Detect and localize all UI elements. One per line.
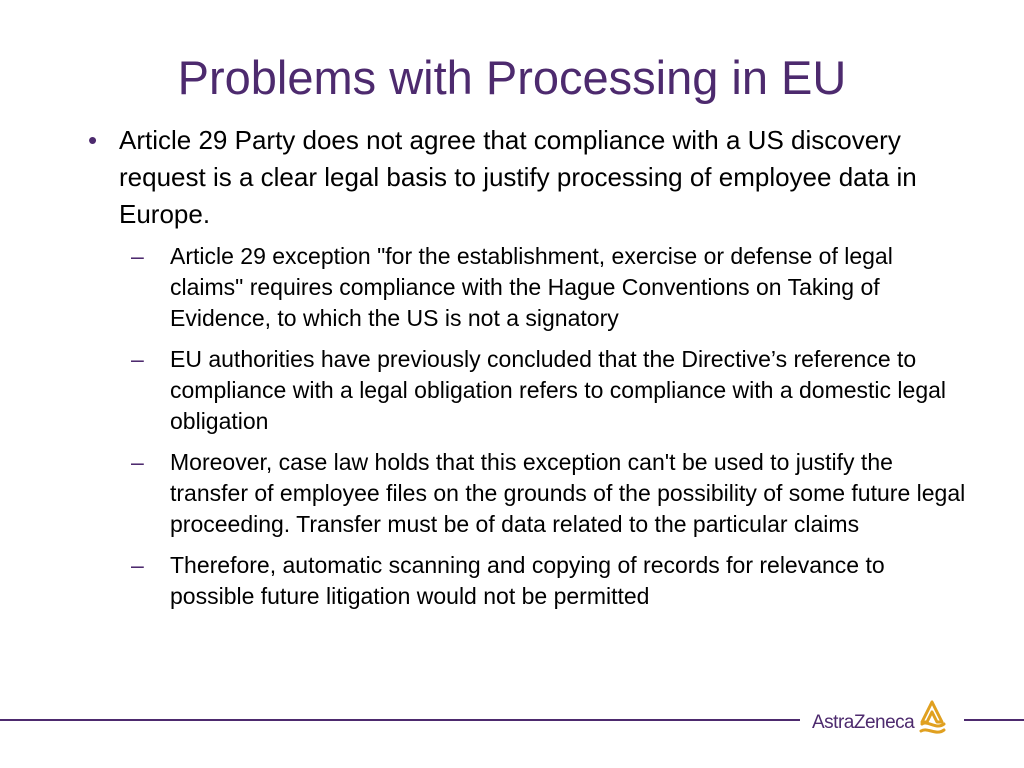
bullet-marker: •	[88, 125, 98, 155]
sub-bullet-marker: –	[131, 346, 144, 372]
astrazeneca-logo-icon	[916, 700, 948, 736]
sub-bullet-text: Article 29 exception "for the establishment, exercise or defense of legal claims" requires compliance with the Hague Conventions on Taking of Evidence, to which the US is not a signatory	[170, 243, 893, 331]
sub-bullet-item	[131, 550, 968, 612]
sub-bullet-list	[88, 241, 968, 612]
sub-bullet-text: Moreover, case law holds that this exception can't be used to justify the transfer of employee files on the grounds of the possibility of some future legal proceeding. Transfer must be of data related to the particular claims	[170, 449, 966, 537]
sub-bullet-item	[131, 241, 968, 334]
sub-bullet-item	[131, 447, 968, 540]
sub-bullet-text: EU authorities have previously concluded that the Directive’s reference to compliance with a legal obligation refers to compliance with a domestic legal obligation	[170, 346, 947, 434]
footer-divider-right	[964, 719, 1024, 721]
logo-text: AstraZeneca	[812, 712, 915, 733]
sub-bullet-item	[131, 344, 968, 437]
slide-title: Problems with Processing in EU	[177, 51, 847, 104]
bullet-item	[88, 122, 968, 233]
sub-bullet-text: Therefore, automatic scanning and copying of records for relevance to possible future litigation would not be permitted	[170, 552, 885, 609]
sub-bullet-marker: –	[131, 552, 144, 578]
slide-content	[88, 122, 968, 622]
sub-bullet-marker: –	[131, 449, 144, 475]
sub-bullet-marker: –	[131, 243, 144, 269]
footer-divider-left	[0, 719, 800, 721]
bullet-text: Article 29 Party does not agree that compliance with a US discovery request is a clear legal basis to justify processing of employee data in Europe.	[119, 125, 917, 229]
astrazeneca-logo	[812, 700, 952, 740]
